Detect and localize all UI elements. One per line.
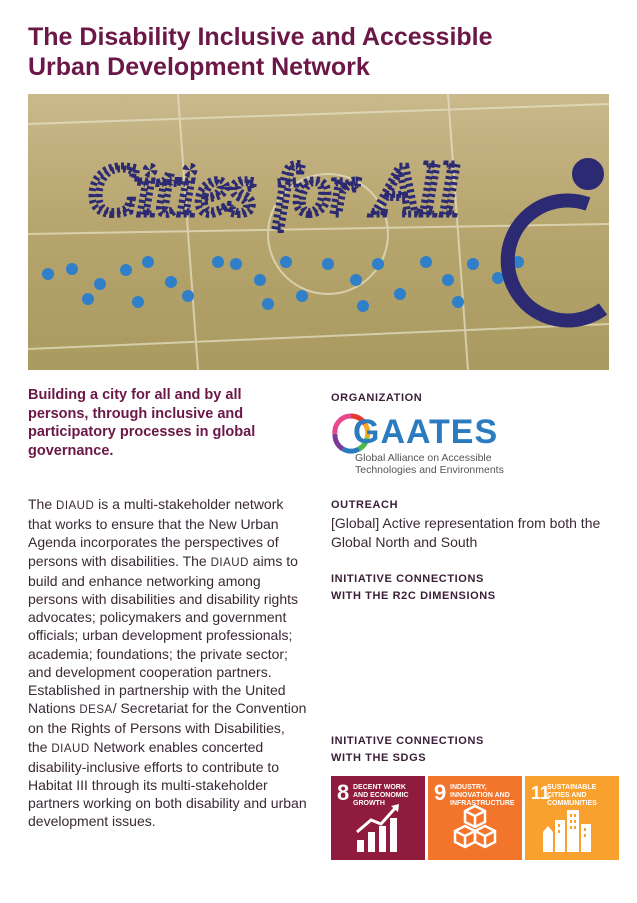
description-paragraph: The DIAUD is a multi-stakeholder network that works to ensure that the New Urban Agenda incorporates the perspectives of persons with disabilities. The DIAUD aims to build and enhance networking among persons with disabilities and disability rights advocates; policymakers and government officials; urban development professionals; academia; foundations; the private sector; and development cooperation partners. Established in partnership with the United Nations DESA/ Secretariat for the Convention on the Rights of Persons with Disabilities, the DIAUD Network enables concerted disability-inclusive efforts to contribute to Habitat III through its multi-stakeholder partners working on both disability and urban development issues. <box>28 496 307 830</box>
gaates-subtitle: Global Alliance on Accessible Technologies and Environments <box>355 452 504 476</box>
sdg-tile-11: 11 SUSTAINABLE CITIES AND COMMUNITIES <box>525 776 619 860</box>
title-line-2: Urban Development Network <box>28 53 370 81</box>
gaates-logo <box>331 410 591 480</box>
page-title <box>28 22 618 82</box>
tagline: Building a city for all and by all persons, through inclusive and participatory processes in global governance. <box>28 387 256 459</box>
photo-illustration <box>28 94 609 370</box>
r2c-label: INITIATIVE CONNECTIONS WITH THE R2C DIMENSIONS <box>331 573 496 602</box>
outreach-label: OUTREACH <box>331 499 399 511</box>
gaates-wordmark: GAATES <box>353 413 499 451</box>
outreach-text: [Global] Active representation from both the Global North and South <box>331 515 601 550</box>
cities-for-all-aerial-photo <box>28 94 609 370</box>
city-buildings-icon <box>541 802 599 854</box>
sdg-tile-9: 9 INDUSTRY, INNOVATION AND INFRASTRUCTURE <box>428 776 522 860</box>
cubes-icon <box>450 802 500 854</box>
sdgs-label: INITIATIVE CONNECTIONS WITH THE SDGS <box>331 735 484 764</box>
organization-label: ORGANIZATION <box>331 392 423 404</box>
banner-text: Cities for All <box>88 150 459 230</box>
sdg-tile-8: 8 DECENT WORK AND ECONOMIC GROWTH <box>331 776 425 860</box>
title-line-1: The Disability Inclusive and Accessible <box>28 23 493 51</box>
growth-chart-icon <box>353 802 403 854</box>
